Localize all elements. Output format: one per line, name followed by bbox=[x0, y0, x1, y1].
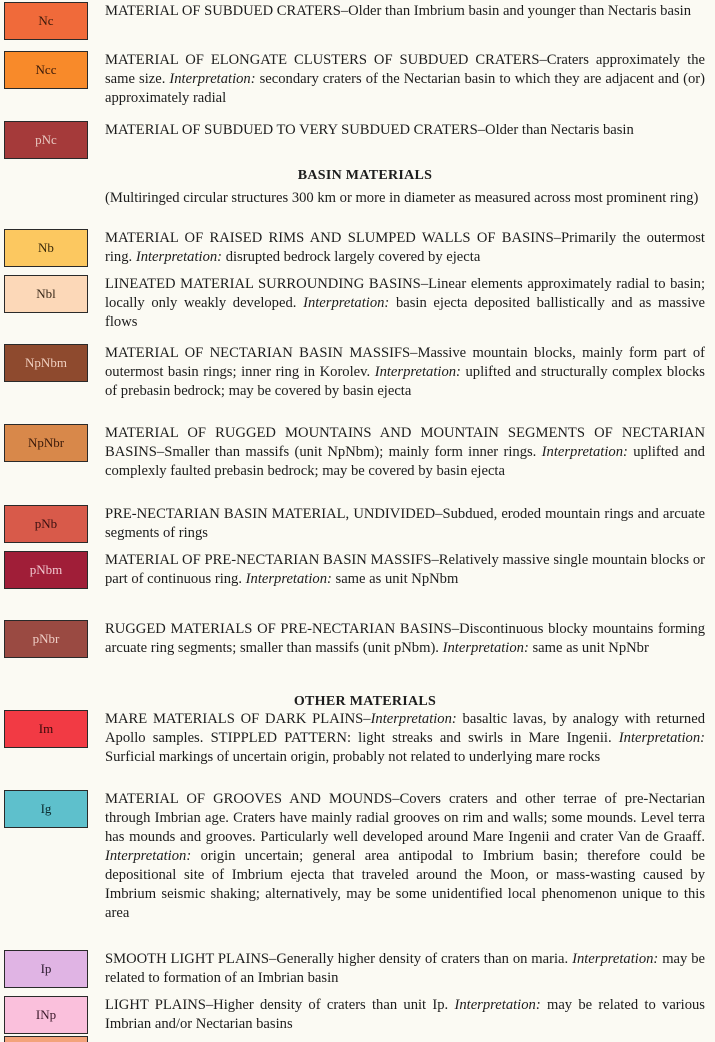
interpretation-text: uplifted and structurally complex blocks of prebasin bedrock; may be covered by basin ejecta bbox=[105, 364, 705, 399]
unit-swatch: Nc bbox=[4, 2, 88, 40]
unit-swatch: Ncc bbox=[4, 51, 88, 89]
unit-name: RUGGED MATERIALS OF PRE-NECTARIAN BASINS bbox=[105, 621, 452, 637]
unit-description: LIGHT PLAINS–Higher density of craters than unit Ip. Interpretation: may be related to various Imbrian and/or Nectarian basins bbox=[105, 997, 705, 1032]
unit-swatch: Im bbox=[4, 710, 88, 748]
interpretation-text: Surficial markings of uncertain origin, probably not related to underlying mare rocks bbox=[105, 749, 601, 765]
unit-swatch: pNbm bbox=[4, 551, 88, 589]
interpretation-label: Interpretation: bbox=[541, 444, 628, 460]
unit-swatch: NpNbm bbox=[4, 344, 88, 382]
unit-swatch: Ip bbox=[4, 950, 88, 988]
unit-detail: Craters approximately the same size. bbox=[105, 52, 705, 87]
unit-name: MATERIAL OF RUGGED MOUNTAINS AND MOUNTAIN SEGMENTS OF NECTARIAN BASINS bbox=[105, 425, 705, 460]
unit-description: MATERIAL OF RUGGED MOUNTAINS AND MOUNTAIN SEGMENTS OF NECTARIAN BASINS–Smaller than massifs (unit NpNbm); mainly form inner rings. Interpretation: uplifted and complexly faulted prebasin bedrock; may be covered by basin ejecta bbox=[105, 425, 705, 479]
next-unit-swatch-edge bbox=[4, 1036, 88, 1042]
unit-name: PRE-NECTARIAN BASIN MATERIAL, UNDIVIDED bbox=[105, 506, 436, 522]
interpretation-text: may be related to formation of an Imbrian basin bbox=[105, 951, 705, 986]
other-materials-heading: OTHER MATERIALS bbox=[293, 694, 437, 709]
unit-detail: Discontinuous blocky mountains forming arcuate ring segments; smaller than massifs (unit pNbm). bbox=[105, 621, 705, 656]
unit-description: LINEATED MATERIAL SURROUNDING BASINS–Linear elements approximately radial to basin; locally only weakly developed. Interpretation: basin ejecta deposited ballistically and as massive flows bbox=[105, 276, 705, 330]
unit-detail: Older than Imbrium basin and younger than Nectaris basin bbox=[348, 3, 691, 19]
unit-detail: Covers craters and other terrae of pre-Nectarian through Imbrian age. Craters have mainly radial grooves on rim and walls; some mounds. Level terra has mounds and grooves. Particularly well developed around Mare Ingenii and crater Van de Graaff. bbox=[105, 791, 706, 845]
interpretation-label: Interpretation: bbox=[618, 730, 705, 746]
unit-swatch: Nbl bbox=[4, 275, 88, 313]
interpretation-label: Interpretation: bbox=[135, 249, 223, 265]
unit-swatch: Ig bbox=[4, 790, 88, 828]
unit-description: MATERIAL OF SUBDUED TO VERY SUBDUED CRATERS–Older than Nectaris basin bbox=[105, 122, 634, 138]
unit-description: MATERIAL OF PRE-NECTARIAN BASIN MASSIFS–Relatively massive single mountain blocks or part of continuous ring. Interpretation: same as unit NpNbm bbox=[105, 552, 705, 587]
interpretation-text: disrupted bedrock largely covered by ejecta bbox=[225, 249, 481, 265]
unit-description: RUGGED MATERIALS OF PRE-NECTARIAN BASINS–Discontinuous blocky mountains forming arcuate ring segments; smaller than massifs (unit pNbm). Interpretation: same as unit NpNbr bbox=[105, 621, 705, 656]
basin-materials-heading: BASIN MATERIALS bbox=[297, 168, 433, 183]
unit-detail: Relatively massive single mountain blocks or part of continuous ring. bbox=[105, 552, 705, 587]
interpretation-label: Interpretation: bbox=[105, 848, 192, 864]
unit-description: MATERIAL OF SUBDUED CRATERS–Older than Imbrium basin and younger than Nectaris basin bbox=[105, 3, 691, 19]
interpretation-label: Interpretation: bbox=[374, 364, 461, 380]
unit-description: MATERIAL OF RAISED RIMS AND SLUMPED WALLS OF BASINS–Primarily the outermost ring. Interpretation: disrupted bedrock largely covered by ejecta bbox=[105, 230, 705, 265]
unit-swatch: pNc bbox=[4, 121, 88, 159]
unit-name: LIGHT PLAINS bbox=[105, 997, 206, 1013]
interpretation-label: Interpretation: bbox=[245, 571, 332, 587]
unit-detail: Generally higher density of craters than on maria. bbox=[276, 951, 569, 967]
interpretation-label: Interpretation: bbox=[442, 640, 529, 656]
unit-name: LINEATED MATERIAL SURROUNDING BASINS bbox=[105, 276, 421, 292]
unit-description: MATERIAL OF ELONGATE CLUSTERS OF SUBDUED CRATERS–Craters approximately the same size. Interpretation: secondary craters of the Nectarian basin to which they are adjacent and (or) approximately radial bbox=[105, 52, 705, 106]
unit-name: MATERIAL OF RAISED RIMS AND SLUMPED WALLS OF BASINS bbox=[105, 230, 554, 246]
unit-swatch: NpNbr bbox=[4, 424, 88, 462]
unit-description: MATERIAL OF NECTARIAN BASIN MASSIFS–Massive mountain blocks, mainly form part of outermost basin rings; inner ring in Korolev. Interpretation: uplifted and structurally complex blocks of prebasin bedrock; may be covered by basin ejecta bbox=[105, 345, 705, 399]
unit-detail: Subdued, eroded mountain rings and arcuate segments of rings bbox=[105, 506, 705, 541]
unit-swatch: pNbr bbox=[4, 620, 88, 658]
unit-name: MATERIAL OF SUBDUED TO VERY SUBDUED CRATERS bbox=[105, 122, 478, 138]
unit-name: MATERIAL OF SUBDUED CRATERS bbox=[105, 3, 341, 19]
interpretation-label: Interpretation: bbox=[572, 951, 659, 967]
unit-swatch: Nb bbox=[4, 229, 88, 267]
unit-name: MATERIAL OF GROOVES AND MOUNDS bbox=[105, 791, 393, 807]
unit-detail: Linear elements approximately radial to basin; locally only weakly developed. bbox=[105, 276, 705, 311]
unit-detail: Massive mountain blocks, mainly form part of outermost basin rings; inner ring in Korolev. bbox=[105, 345, 705, 380]
unit-detail: Older than Nectaris basin bbox=[485, 122, 634, 138]
interpretation-text: same as unit NpNbm bbox=[335, 571, 459, 587]
unit-name: MATERIAL OF NECTARIAN BASIN MASSIFS bbox=[105, 345, 411, 361]
unit-description: MARE MATERIALS OF DARK PLAINS–Interpretation: basaltic lavas, by analogy with returned Apollo samples. STIPPLED PATTERN: light streaks and swirls in Mare Ingenii. Interpretation: Surficial markings of uncertain origin, probably not related to underlying mare rocks bbox=[105, 711, 705, 765]
interpretation-label: Interpretation: bbox=[303, 295, 390, 311]
unit-description: SMOOTH LIGHT PLAINS–Generally higher density of craters than on maria. Interpretation: may be related to formation of an Imbrian basin bbox=[105, 951, 705, 986]
unit-swatch: INp bbox=[4, 996, 88, 1034]
unit-detail: Primarily the outermost ring. bbox=[105, 230, 705, 265]
interpretation-label: Interpretation: bbox=[169, 71, 256, 87]
unit-description: MATERIAL OF GROOVES AND MOUNDS–Covers craters and other terrae of pre-Nectarian through Imbrian age. Craters have mainly radial grooves on rim and walls; some mounds. Level terra has mounds and grooves. Particularly well developed around Mare Ingenii and crater Van de Graaff. Interpretation: origin uncertain; general area antipodal to Imbrium basin; therefore could be depositional site of Imbrium ejecta that traveled around the Moon, or mass-wasting caused by Imbrium seismic shaking; alternatively, may be some unidentified local phenomenon unique to this area bbox=[105, 791, 706, 921]
unit-name: SMOOTH LIGHT PLAINS bbox=[105, 951, 270, 967]
interpretation-text: basaltic lavas, by analogy with returned Apollo samples. STIPPLED PATTERN: light streaks and swirls in Mare Ingenii. bbox=[105, 711, 705, 746]
interpretation-text: basin ejecta deposited ballistically and as massive flows bbox=[105, 295, 705, 330]
unit-detail: Smaller than massifs (unit NpNbm); mainly form inner rings. bbox=[164, 444, 537, 460]
interpretation-text: same as unit NpNbr bbox=[532, 640, 649, 656]
interpretation-text: uplifted and complexly faulted prebasin bedrock; may be covered by basin ejecta bbox=[105, 444, 705, 479]
interpretation-label: Interpretation: bbox=[454, 997, 541, 1013]
unit-name: MARE MATERIALS OF DARK PLAINS bbox=[105, 711, 364, 727]
interpretation-text: may be related to various Imbrian and/or Nectarian basins bbox=[105, 997, 705, 1032]
basin-materials-note: (Multiringed circular structures 300 km or more in diameter as measured across most prominent ring) bbox=[105, 190, 699, 206]
unit-name: MATERIAL OF PRE-NECTARIAN BASIN MASSIFS bbox=[105, 552, 432, 568]
unit-swatch: pNb bbox=[4, 505, 88, 543]
interpretation-label: Interpretation: bbox=[370, 711, 457, 727]
unit-name: MATERIAL OF ELONGATE CLUSTERS OF SUBDUED CRATERS bbox=[105, 52, 540, 68]
interpretation-text: origin uncertain; general area antipodal to Imbrium basin; therefore could be depositional site of Imbrium ejecta that traveled around the Moon, or mass-wasting caused by Imbrium seismic shaking; alternatively, may be some unidentified local phenomenon unique to this area bbox=[105, 848, 705, 921]
unit-description: PRE-NECTARIAN BASIN MATERIAL, UNDIVIDED–Subdued, eroded mountain rings and arcuate segments of rings bbox=[105, 506, 705, 541]
unit-detail: Higher density of craters than unit Ip. bbox=[213, 997, 449, 1013]
interpretation-text: secondary craters of the Nectarian basin to which they are adjacent and (or) approximately radial bbox=[105, 71, 705, 106]
